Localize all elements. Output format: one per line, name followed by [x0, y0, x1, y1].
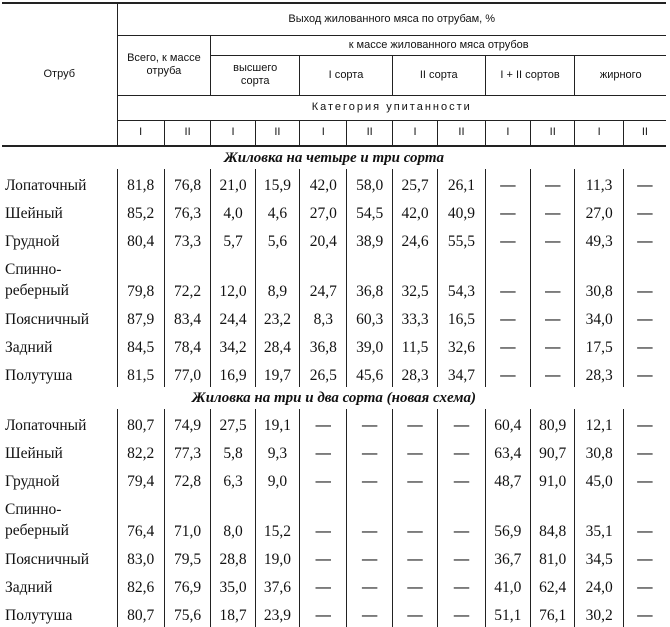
value-cell: — [623, 197, 666, 225]
value-cell: 90,7 [531, 437, 575, 465]
value-cell: 49,3 [575, 225, 623, 253]
value-cell: — [347, 599, 392, 627]
value-cell: 26,1 [438, 169, 485, 197]
value-cell: — [623, 493, 666, 543]
value-cell: — [623, 543, 666, 571]
value-cell: — [392, 437, 437, 465]
value-cell: 75,6 [164, 599, 210, 627]
cut-name: Шейный [5, 445, 63, 462]
header-grade-second: II сорта [392, 55, 485, 95]
value-cell: — [531, 331, 575, 359]
value-cell: — [392, 543, 437, 571]
value-cell: — [438, 571, 485, 599]
value-cell: 11,3 [575, 169, 623, 197]
value-cell: 9,3 [255, 437, 299, 465]
value-cell: — [347, 571, 392, 599]
header-category-cell: II [255, 120, 299, 146]
value-cell: — [623, 331, 666, 359]
value-cell: 85,2 [117, 197, 164, 225]
value-cell: 24,0 [575, 571, 623, 599]
table-row [2, 543, 666, 571]
value-cell: — [347, 543, 392, 571]
value-cell: 8,0 [211, 493, 255, 543]
header-category-cell: II [623, 120, 666, 146]
value-cell: — [392, 465, 437, 493]
value-cell: 28,3 [392, 359, 437, 387]
table-row [2, 493, 666, 543]
table-row [2, 599, 666, 627]
value-cell: 54,3 [438, 253, 485, 303]
value-cell: 19,0 [255, 543, 299, 571]
value-cell: 80,7 [117, 409, 164, 437]
table-row [2, 303, 666, 331]
value-cell: 28,4 [255, 331, 299, 359]
section-title-row [2, 146, 666, 169]
value-cell: — [300, 493, 347, 543]
value-cell: 4,0 [211, 197, 255, 225]
value-cell: 12,1 [575, 409, 623, 437]
value-cell: 9,0 [255, 465, 299, 493]
value-cell: 23,9 [255, 599, 299, 627]
value-cell: 24,4 [211, 303, 255, 331]
value-cell: 18,7 [211, 599, 255, 627]
header-category: Категория упитанности [117, 95, 666, 120]
cut-name: Спинно-реберный [5, 261, 69, 299]
cut-name: Поясничный [5, 311, 90, 328]
value-cell: — [623, 169, 666, 197]
value-cell: 36,8 [300, 331, 347, 359]
value-cell: 5,6 [255, 225, 299, 253]
value-cell: 23,2 [255, 303, 299, 331]
value-cell: — [438, 465, 485, 493]
value-cell: 60,4 [485, 409, 530, 437]
value-cell: 78,4 [164, 331, 210, 359]
value-cell: — [300, 599, 347, 627]
header-subgroup: к массе жилованного мяса отрубов [211, 35, 666, 55]
value-cell: — [623, 303, 666, 331]
header-category-cell: II [438, 120, 485, 146]
cut-name: Задний [5, 579, 53, 596]
value-cell: 87,9 [117, 303, 164, 331]
header-grade-first-second: I + II сортов [485, 55, 575, 95]
value-cell: — [623, 409, 666, 437]
header-cut: Отруб [2, 3, 117, 146]
value-cell: 21,0 [211, 169, 255, 197]
value-cell: 42,0 [392, 197, 437, 225]
value-cell: 55,5 [438, 225, 485, 253]
value-cell: 30,8 [575, 253, 623, 303]
value-cell: — [392, 571, 437, 599]
value-cell: 41,0 [485, 571, 530, 599]
value-cell: — [438, 437, 485, 465]
value-cell: — [623, 437, 666, 465]
header-category-cell: I [211, 120, 255, 146]
value-cell: 27,0 [575, 197, 623, 225]
value-cell: 40,9 [438, 197, 485, 225]
value-cell: 51,1 [485, 599, 530, 627]
value-cell: 77,3 [164, 437, 210, 465]
value-cell: 8,9 [255, 253, 299, 303]
value-cell: 34,7 [438, 359, 485, 387]
value-cell: 82,6 [117, 571, 164, 599]
value-cell: — [300, 437, 347, 465]
value-cell: 19,7 [255, 359, 299, 387]
value-cell: — [485, 303, 530, 331]
value-cell: 32,6 [438, 331, 485, 359]
value-cell: 34,2 [211, 331, 255, 359]
cut-name: Шейный [5, 205, 63, 222]
cut-name: Грудной [5, 473, 60, 490]
value-cell: 76,4 [117, 493, 164, 543]
value-cell: 26,5 [300, 359, 347, 387]
value-cell: — [300, 409, 347, 437]
value-cell: — [300, 465, 347, 493]
cut-name: Задний [5, 339, 53, 356]
value-cell: 17,5 [575, 331, 623, 359]
value-cell: 83,0 [117, 543, 164, 571]
value-cell: 33,3 [392, 303, 437, 331]
value-cell: 60,3 [347, 303, 392, 331]
table-row [2, 571, 666, 599]
header-category-cell: I [117, 120, 164, 146]
value-cell: — [531, 225, 575, 253]
value-cell: 8,3 [300, 303, 347, 331]
value-cell: 91,0 [531, 465, 575, 493]
value-cell: — [623, 225, 666, 253]
value-cell: 16,9 [211, 359, 255, 387]
value-cell: 36,7 [485, 543, 530, 571]
value-cell: 80,7 [117, 599, 164, 627]
value-cell: 63,4 [485, 437, 530, 465]
section-title-row [2, 387, 666, 409]
value-cell: 24,6 [392, 225, 437, 253]
value-cell: 72,8 [164, 465, 210, 493]
value-cell: — [485, 331, 530, 359]
value-cell: 45,6 [347, 359, 392, 387]
value-cell: — [438, 543, 485, 571]
value-cell: — [438, 409, 485, 437]
value-cell: 25,7 [392, 169, 437, 197]
value-cell: 12,0 [211, 253, 255, 303]
section-title: Жиловка на три и два сорта (новая схема) [191, 389, 477, 406]
value-cell: 6,3 [211, 465, 255, 493]
header-main-title: Выход жилованного мяса по отрубам, % [117, 3, 666, 35]
cut-name: Грудной [5, 233, 60, 250]
value-cell: 34,0 [575, 303, 623, 331]
value-cell: — [438, 493, 485, 543]
value-cell: — [485, 225, 530, 253]
header-category-cell: I [392, 120, 437, 146]
value-cell: 16,5 [438, 303, 485, 331]
value-cell: 76,9 [164, 571, 210, 599]
header-grade-premium: высшего сорта [211, 55, 300, 95]
value-cell: 35,1 [575, 493, 623, 543]
value-cell: 5,8 [211, 437, 255, 465]
value-cell: 79,4 [117, 465, 164, 493]
section-title: Жиловка на четыре и три сорта [224, 149, 444, 166]
table-row [2, 331, 666, 359]
value-cell: — [531, 197, 575, 225]
value-cell: 39,0 [347, 331, 392, 359]
value-cell: 42,0 [300, 169, 347, 197]
value-cell: 81,8 [117, 169, 164, 197]
value-cell: — [485, 169, 530, 197]
table-row [2, 169, 666, 197]
cut-name: Лопаточный [5, 177, 87, 194]
value-cell: 71,0 [164, 493, 210, 543]
value-cell: — [531, 169, 575, 197]
value-cell: 73,3 [164, 225, 210, 253]
value-cell: 19,1 [255, 409, 299, 437]
header-category-cell: I [300, 120, 347, 146]
value-cell: — [300, 571, 347, 599]
table-row [2, 359, 666, 387]
value-cell: 84,8 [531, 493, 575, 543]
value-cell: — [347, 493, 392, 543]
cut-name: Поясничный [5, 551, 90, 568]
value-cell: — [531, 359, 575, 387]
header-category-cell: II [531, 120, 575, 146]
value-cell: — [438, 599, 485, 627]
value-cell: — [392, 409, 437, 437]
header-category-cell: II [164, 120, 210, 146]
value-cell: 62,4 [531, 571, 575, 599]
value-cell: — [347, 437, 392, 465]
value-cell: — [623, 599, 666, 627]
value-cell: 82,2 [117, 437, 164, 465]
value-cell: — [347, 465, 392, 493]
header-category-cell: II [347, 120, 392, 146]
value-cell: — [623, 359, 666, 387]
value-cell: — [623, 571, 666, 599]
value-cell: 80,9 [531, 409, 575, 437]
header-grade-fatty: жирного [575, 55, 666, 95]
value-cell: — [485, 253, 530, 303]
value-cell: 27,5 [211, 409, 255, 437]
value-cell: — [392, 493, 437, 543]
table-row [2, 225, 666, 253]
header-total: Всего, к массе отруба [117, 35, 211, 95]
value-cell: 77,0 [164, 359, 210, 387]
cut-name: Полутуша [5, 367, 73, 384]
value-cell: 30,2 [575, 599, 623, 627]
value-cell: 76,1 [531, 599, 575, 627]
value-cell: 72,2 [164, 253, 210, 303]
value-cell: 76,8 [164, 169, 210, 197]
cut-name: Полутуша [5, 607, 73, 624]
value-cell: 30,8 [575, 437, 623, 465]
value-cell: — [347, 409, 392, 437]
value-cell: 28,8 [211, 543, 255, 571]
table-row [2, 465, 666, 493]
value-cell: 79,5 [164, 543, 210, 571]
value-cell: 15,2 [255, 493, 299, 543]
value-cell: 45,0 [575, 465, 623, 493]
value-cell: — [531, 303, 575, 331]
value-cell: 27,0 [300, 197, 347, 225]
value-cell: 84,5 [117, 331, 164, 359]
header-grade-first: I сорта [300, 55, 393, 95]
value-cell: 28,3 [575, 359, 623, 387]
header-category-cell: I [575, 120, 623, 146]
cut-name: Спинно-реберный [5, 501, 69, 539]
value-cell: 32,5 [392, 253, 437, 303]
cut-name: Лопаточный [5, 417, 87, 434]
value-cell: 56,9 [485, 493, 530, 543]
value-cell: 36,8 [347, 253, 392, 303]
value-cell: — [485, 359, 530, 387]
value-cell: — [485, 197, 530, 225]
value-cell: 54,5 [347, 197, 392, 225]
value-cell: 34,5 [575, 543, 623, 571]
table-row [2, 409, 666, 437]
value-cell: 11,5 [392, 331, 437, 359]
meat-yield-table [2, 2, 666, 627]
value-cell: 79,8 [117, 253, 164, 303]
value-cell: 20,4 [300, 225, 347, 253]
value-cell: — [623, 253, 666, 303]
value-cell: 37,6 [255, 571, 299, 599]
value-cell: 58,0 [347, 169, 392, 197]
table-row [2, 437, 666, 465]
value-cell: 24,7 [300, 253, 347, 303]
value-cell: 35,0 [211, 571, 255, 599]
value-cell: — [392, 599, 437, 627]
value-cell: 15,9 [255, 169, 299, 197]
value-cell: 81,5 [117, 359, 164, 387]
table-row [2, 253, 666, 303]
value-cell: 5,7 [211, 225, 255, 253]
value-cell: 81,0 [531, 543, 575, 571]
value-cell: 48,7 [485, 465, 530, 493]
value-cell: 74,9 [164, 409, 210, 437]
value-cell: 76,3 [164, 197, 210, 225]
header-category-cell: I [485, 120, 530, 146]
value-cell: 80,4 [117, 225, 164, 253]
value-cell: 83,4 [164, 303, 210, 331]
value-cell: — [623, 465, 666, 493]
value-cell: 38,9 [347, 225, 392, 253]
table-row [2, 197, 666, 225]
value-cell: 4,6 [255, 197, 299, 225]
value-cell: — [300, 543, 347, 571]
value-cell: — [531, 253, 575, 303]
